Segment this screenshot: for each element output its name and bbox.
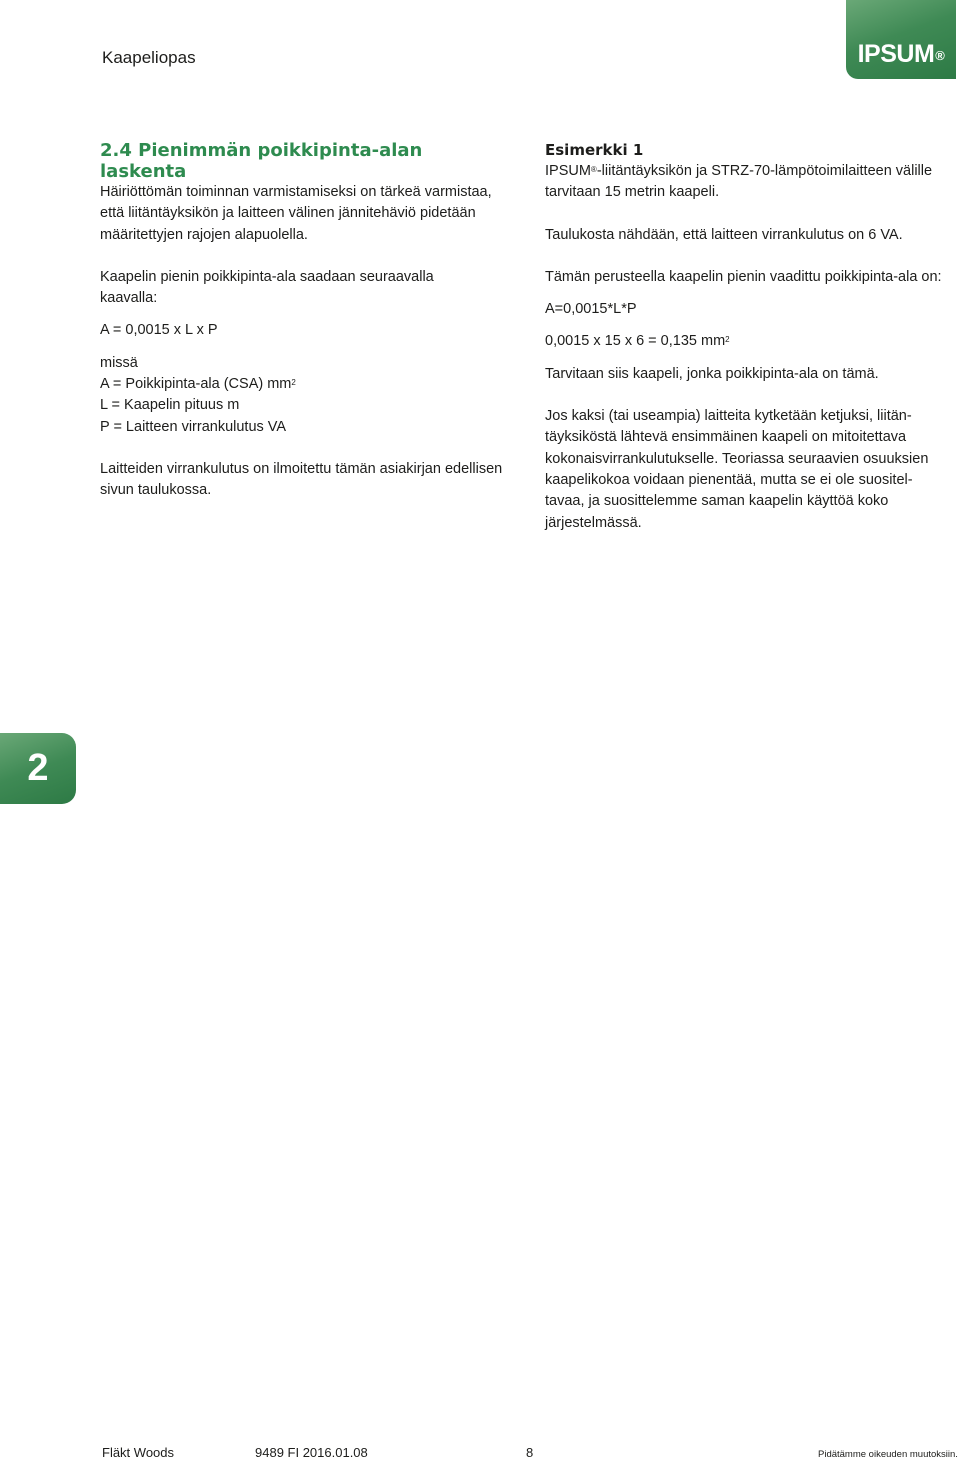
example-heading: Esimerkki 1	[545, 141, 644, 159]
calculation-text: 0,0015 x 15 x 6 = 0,135 mm	[545, 333, 726, 350]
ipsum-logo	[846, 0, 956, 79]
chain-line: täyksiköstä lähtevä ensimmäinen kaapeli on mitoitettava	[545, 429, 907, 446]
section-heading	[100, 140, 510, 182]
superscript-2: 2	[291, 378, 296, 388]
example-brand: IPSUM	[545, 163, 591, 179]
footer-rights: Pidätämme oikeuden muutoksiin.	[818, 1449, 958, 1460]
basis-text: Tämän perusteella kaapelin pienin vaadittu poikkipinta-ala on:	[545, 268, 942, 285]
chain-line: järjestelmässä.	[545, 514, 642, 531]
chapter-tab: 2	[0, 733, 76, 804]
example-paragraph	[545, 161, 957, 204]
note-paragraph	[100, 459, 510, 502]
footer-company: Fläkt Woods	[102, 1445, 175, 1460]
definition-p: P = Laitteen virrankulutus VA	[100, 418, 287, 435]
note-line: Laitteiden virrankulutus on ilmoitettu tämän asiakirjan edellisen	[100, 460, 503, 477]
chain-line: tavaa, ja suosittelemme saman kaapelin käyttöä koko	[545, 493, 889, 510]
formula-intro-paragraph	[100, 267, 510, 310]
chain-line: Jos kaksi (tai useampia) laitteita kytketään ketjuksi, liitän-	[545, 408, 912, 425]
chain-line: kaapelikokoa voidaan pienentää, mutta se ei ole suositel-	[545, 471, 913, 488]
left-column	[100, 140, 510, 502]
intro-line: määritettyjen rajojen alapuolella.	[100, 226, 308, 243]
example-line-1-rest: -liitäntäyksikön ja STRZ-70-lämpötoimilaitteen välille	[596, 163, 933, 179]
conclusion: Tarvitaan siis kaapeli, jonka poikkipinta-ala on tämä.	[545, 365, 879, 382]
right-column	[545, 140, 957, 534]
footer-page-number: 8	[526, 1445, 534, 1460]
formula-intro-line: kaavalla:	[100, 290, 158, 307]
formula: A = 0,0015 x L x P	[100, 322, 218, 339]
example-line-2: tarvitaan 15 metrin kaapeli.	[545, 184, 720, 201]
definitions	[100, 353, 510, 438]
section-heading-line-2: laskenta	[100, 161, 187, 182]
footer-doc-code: 9489 FI 2016.01.08	[255, 1445, 368, 1460]
definition-l: L = Kaapelin pituus m	[100, 397, 240, 414]
intro-paragraph	[100, 182, 510, 246]
section-heading-line-1: 2.4 Pienimmän poikkipinta-alan	[100, 140, 423, 161]
where-label: missä	[100, 354, 138, 371]
table-note: Taulukosta nähdään, että laitteen virrankulutus on 6 VA.	[545, 226, 903, 243]
definition-a: A = Poikkipinta-ala (CSA) mm	[100, 376, 292, 393]
intro-line: että liitäntäyksikön ja laitteen välinen jännitehäviö pidetään	[100, 205, 476, 222]
registered-mark: ®	[590, 165, 597, 174]
formula-intro-line: Kaapelin pienin poikkipinta-ala saadaan seuraavalla	[100, 268, 434, 285]
document-title: Kaapeliopas	[102, 48, 196, 67]
superscript-2: 2	[725, 335, 730, 345]
chain-paragraph	[545, 406, 957, 534]
calculation	[545, 331, 957, 352]
note-line: sivun taulukossa.	[100, 482, 212, 499]
logo-registered-mark: ®	[935, 48, 945, 63]
example-formula: A=0,0015*L*P	[545, 301, 637, 318]
chain-line: kokonaisvirrankulutukselle. Teoriassa seuraavien osuuksien	[545, 450, 929, 467]
intro-line: Häiriöttömän toiminnan varmistamiseksi on tärkeä varmistaa,	[100, 184, 492, 200]
logo-text: IPSUM	[857, 40, 935, 68]
